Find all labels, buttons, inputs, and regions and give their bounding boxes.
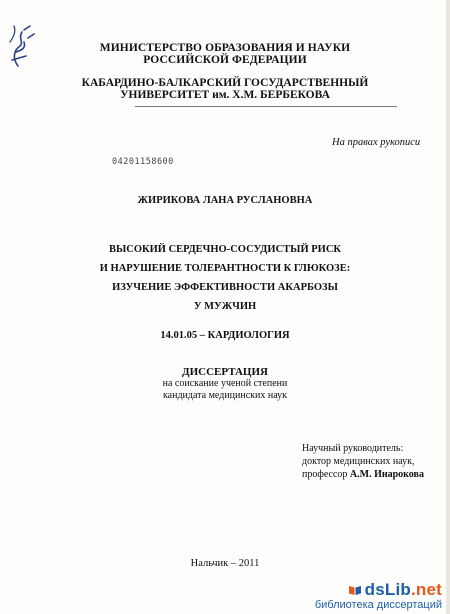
supervisor-block	[302, 442, 424, 481]
place-year: Нальчик – 2011	[190, 558, 260, 569]
supervisor-name: А.М. Инарокова	[349, 469, 424, 480]
supervisor-label: Научный руководитель:	[302, 443, 404, 454]
degree-description	[0, 378, 450, 402]
university-line-1: КАБАРДИНО-БАЛКАРСКИЙ ГОСУДАРСТВЕННЫЙ	[81, 77, 369, 89]
header-rule	[135, 106, 397, 107]
site-watermark[interactable]	[315, 580, 442, 611]
watermark-brand	[365, 580, 442, 600]
degree-line-2: кандидата медицинских наук	[162, 390, 288, 401]
title-line-3: ИЗУЧЕНИЕ ЭФФЕКТИВНОСТИ АКАРБОЗЫ	[112, 282, 338, 293]
ministry-heading	[0, 42, 450, 66]
specialty-code: 14.01.05 – КАРДИОЛОГИЯ	[160, 330, 290, 341]
supervisor-name-line	[302, 468, 424, 481]
author-name: ЖИРИКОВА ЛАНА РУСЛАНОВНА	[137, 195, 313, 206]
watermark-brand-suffix: .net	[410, 580, 442, 599]
document-type: ДИССЕРТАЦИЯ	[182, 366, 268, 378]
university-line-2: УНИВЕРСИТЕТ им. Х.М. БЕРБЕКОВА	[120, 89, 330, 101]
title-line-4: У МУЖЧИН	[193, 301, 257, 312]
dissertation-title	[0, 240, 450, 316]
university-heading	[0, 77, 450, 101]
watermark-tagline: библиотека диссертаций	[314, 599, 442, 611]
rights-note: На правах рукописи	[332, 137, 421, 148]
title-line-1: ВЫСОКИЙ СЕРДЕЧНО-СОСУДИСТЫЙ РИСК	[108, 244, 342, 255]
degree-line-1: на соискание ученой степени	[162, 378, 288, 389]
watermark-logo[interactable]	[348, 580, 442, 600]
document-code: 04201158600	[112, 157, 174, 167]
supervisor-title: доктор медицинских наук,	[302, 456, 415, 467]
ministry-line-2: РОССИЙСКОЙ ФЕДЕРАЦИИ	[143, 54, 307, 66]
title-line-2: И НАРУШЕНИЕ ТОЛЕРАНТНОСТИ К ГЛЮКОЗЕ:	[99, 263, 351, 274]
watermark-brand-main: dsLib	[364, 580, 411, 599]
ministry-line-1: МИНИСТЕРСТВО ОБРАЗОВАНИЯ И НАУКИ	[99, 42, 351, 54]
supervisor-prefix: профессор	[302, 469, 348, 480]
book-icon	[348, 584, 362, 596]
